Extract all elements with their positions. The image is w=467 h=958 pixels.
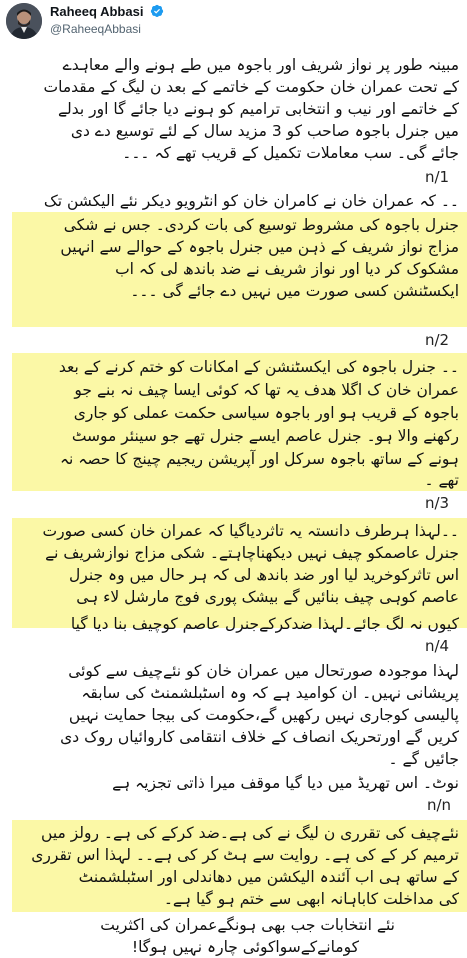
text-line: کومانےکےسواکوئی چارہ نہیں ہوگا!: [131, 938, 359, 956]
user-handle[interactable]: @RaheeqAbbasi: [50, 22, 141, 36]
thread-number: n/2: [425, 331, 450, 349]
text-line: نئےچیف کی تقرری ن لیگ نے کی ہے۔ضد کرکے کی ہے۔ رولز میں: [41, 824, 459, 842]
text-line: پریشانی نہیں۔ ان کوامید ہے کہ وہ اسٹبلشمنٹ کی سابقہ: [81, 684, 459, 702]
text-line: باجوہ کے قریب ہو اور باجوہ سیاسی حکمت عملی کو جاری: [73, 404, 459, 422]
text-line: جنرل باجوہ کی مشروط توسیع کی بات کردی۔ جس نے شکی: [63, 216, 459, 234]
text-line: مشکوک کر دیا اور نواز شریف نے ضد باندھ لی کہ اب: [115, 260, 459, 278]
text-line: کے خاتمے اور نیب و انتخابی ترامیم کو ہونے دیا جائے گا اور بدلے: [57, 100, 459, 118]
text-line: اس تاثرکوخرید لیا اور ضد باندھ لی کہ ہر حال میں وہ جنرل: [69, 566, 459, 584]
text-line: نوٹ۔ اس تھریڈ میں دیا گیا موقف میرا ذاتی تجزیہ ہے: [112, 774, 459, 792]
thread-number: n/n: [427, 796, 452, 814]
text-line: کے ساتھ ہی اب آئندہ الیکشن میں دھاندلی اور اسٹبلشمنٹ: [78, 868, 459, 886]
thread-number: n/4: [425, 637, 450, 655]
text-line: لہذا موجودہ صورتحال میں عمران خان کو نئےچیف سے کوئی: [68, 662, 459, 680]
text-line: ۔۔ کہ عمران خان نے کامران خان کو انٹرویو دیکر نئے الیکشن تک: [43, 192, 459, 210]
text-line: کریں گے اورتحریک انصاف کے خلاف انتقامی کاروائیاں روک دی: [60, 728, 459, 746]
text-line: کیوں نہ لگ جائے۔لہذا ضدکرکےجنرل عاصم کوچیف بنا دیا گیا: [70, 615, 459, 633]
text-line: ترمیم کر کے کی ہے۔ روایت سے ہٹ کر کی ہے۔۔ لہذا اس تقرری: [31, 846, 459, 864]
display-name-text: Raheeq Abbasi: [50, 4, 144, 19]
text-line: مبینہ طور پر نواز شریف اور باجوہ میں طے ہونے والے معاہدے: [62, 56, 459, 74]
display-name[interactable]: [50, 4, 164, 19]
text-line: جائے گی۔ سب معاملات تکمیل کے قریب تھے کہ ۔۔۔: [122, 144, 459, 162]
text-line: نئے انتخابات جب بھی ہونگےعمران کی اکثریت: [100, 916, 395, 934]
avatar[interactable]: [6, 3, 42, 39]
tweet-header: [0, 0, 467, 46]
thread-number: n/3: [425, 494, 450, 512]
text-line: ایکسٹنشن کسی صورت میں نہیں دے جائے گی ۔۔۔: [130, 282, 459, 300]
verified-badge-icon: [150, 4, 164, 18]
text-line: کی مداخلت کاباہانہ ابھی سے ختم ہو گیا ہے۔: [163, 890, 459, 908]
text-line: جائیں گے ۔: [388, 750, 459, 768]
text-line: جنرل عاصمکو چیف نہیں دیکھناچاہتے۔ شکی مزاج نوازشریف نے: [45, 544, 459, 562]
text-line: کے تحت عمران خان حکومت کے خاتمے کے بعد ن لیگ کے مقدمات: [43, 78, 459, 96]
text-line: پالیسی کوجاری نہیں رکھیں گے،حکومت کی بیجا حمایت نہیں: [68, 706, 459, 724]
text-line: میں جنرل باجوہ صاحب کو 3 مزید سال کے لئے توسیع دے دی: [70, 122, 459, 140]
thread-number: n/1: [425, 168, 450, 186]
text-line: عاصم کوہی چیف بنائیں گے بیشک پوری فوج مارشل لاء ہی: [76, 588, 459, 606]
text-line: مزاج نواز شریف کے ذہن میں جنرل باجوہ کے حوالے سے انہیں: [60, 238, 459, 256]
text-line: ۔۔ جنرل باجوہ کی ایکسٹنشن کے امکانات کو ختم کرنے کے بعد: [58, 358, 459, 376]
text-line: ہونے کے ساتھ باجوہ سرکل اور آپریشن ریجیم چینج کا حصہ نہ: [59, 450, 459, 468]
text-line: رکھنے والا ہو۔ جنرل عاصم ایسے جنرل تھے جو سینئر موسٹ: [71, 427, 459, 445]
text-line: عمران خان ک اگلا ھدف یہ تھا کہ کوئی ایسا چیف نہ بنے جو: [74, 381, 459, 399]
avatar-image: [6, 3, 42, 39]
text-line: تھے ۔: [424, 471, 459, 489]
text-line: ۔۔لہذا ہرطرف دانستہ یہ تاثردیاگیا کہ عمران خان کسی صورت: [42, 522, 459, 540]
